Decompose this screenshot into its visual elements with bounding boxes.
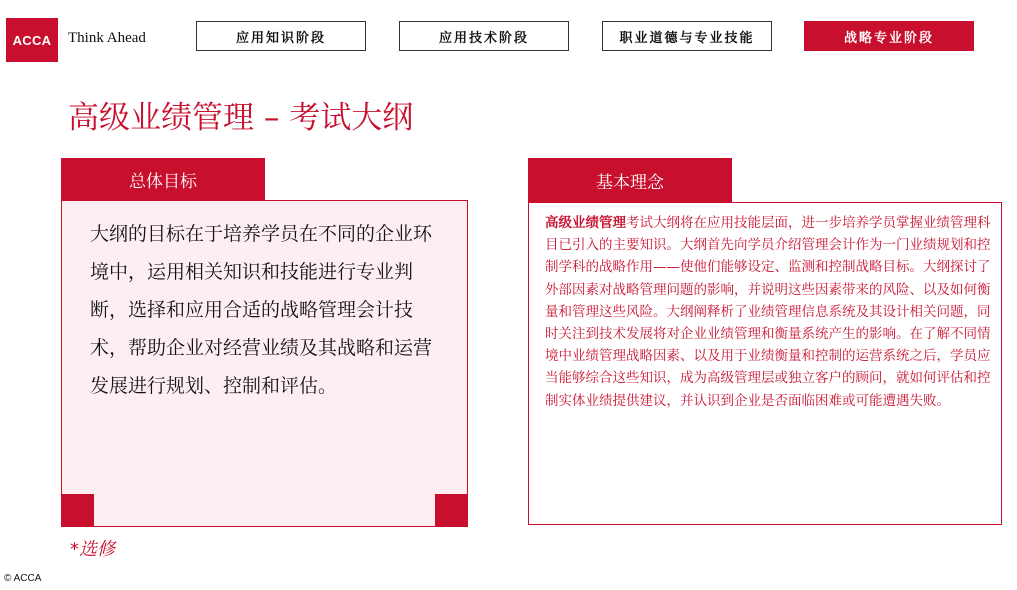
tab-strategic-professional[interactable]: 战略专业阶段	[804, 21, 974, 51]
tagline: Think Ahead	[68, 30, 146, 46]
panel-corner-bottom-right	[435, 494, 468, 527]
tab-ethics-professional-skills[interactable]: 职业道德与专业技能	[602, 21, 772, 51]
objective-text: 大纲的目标在于培养学员在不同的企业环境中，运用相关知识和技能进行专业判断，选择和应用合适的战略管理会计技术，帮助企业对经营业绩及其战略和运营发展进行规划、控制和评估。	[90, 223, 433, 397]
rationale-text-bold: 高级业绩管理	[545, 215, 626, 231]
logo-text: ACCA	[12, 32, 52, 48]
acca-logo	[6, 18, 58, 62]
panel-corner-bottom-left	[61, 494, 94, 527]
rationale-panel-header: 基本理念	[528, 158, 732, 202]
tab-applied-skills[interactable]: 应用技术阶段	[399, 21, 569, 51]
copyright: © ACCA	[4, 573, 42, 584]
tab-applied-knowledge[interactable]: 应用知识阶段	[196, 21, 366, 51]
objective-panel-header: 总体目标	[61, 158, 265, 200]
rationale-text-body: 考试大纲将在应用技能层面，进一步培养学员掌握业绩管理科目已引入的主要知识。大纲首先向学员介绍管理会计作为一门业绩规划和控制学科的战略作用——使他们能够设定、监测和控制战略目标。大纲探讨了外部因素对战略管理问题的影响，并说明这些因素带来的风险、以及如何衡量和管理这些风险。大纲阐释析了业绩管理信息系统及其设计相关问题，同时关注到技术发展将对企业业绩管理和衡量系统产生的影响。在了解不同情境中业绩管理战略因素、以及用于业绩衡量和控制的运营系统之后，学员应当能够综合这些知识，成为高级管理层或独立客户的顾问，就如何评估和控制实体业绩提供建议，并认识到企业是否面临困难或可能遭遇失败。	[545, 215, 991, 409]
elective-note: *选修	[70, 539, 115, 560]
page-title: 高级业绩管理 – 考试大纲	[68, 100, 414, 136]
rationale-text	[545, 212, 993, 412]
